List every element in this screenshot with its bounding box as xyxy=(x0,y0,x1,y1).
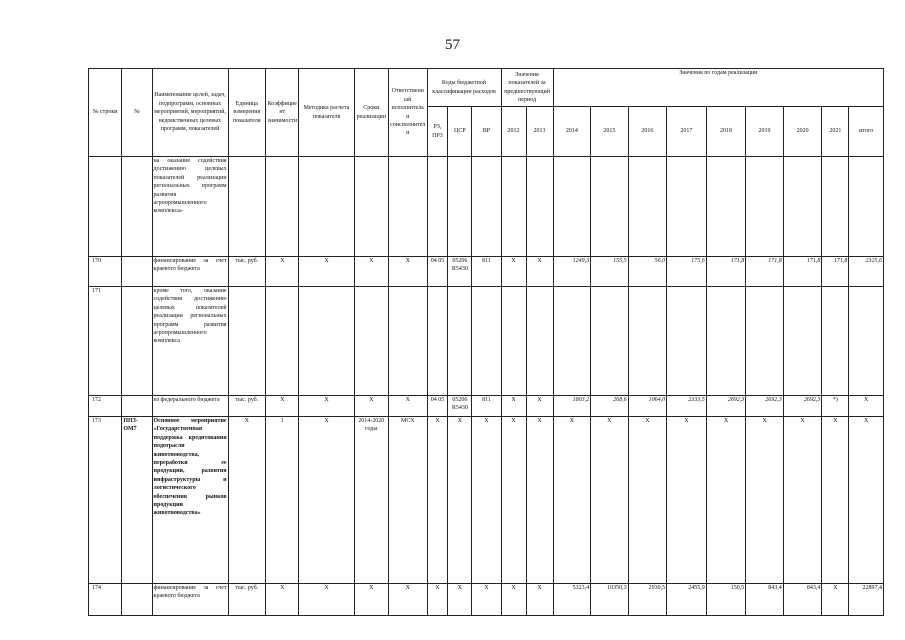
cell-empty xyxy=(553,287,591,396)
cell-empty xyxy=(706,157,746,257)
cell-rz: X xyxy=(427,417,448,584)
cell-rz: X xyxy=(427,584,448,616)
header-coef: Коэффициент значимости xyxy=(266,69,299,157)
cell-no xyxy=(122,157,152,257)
cell-2013: X xyxy=(526,417,553,584)
cell-empty xyxy=(388,157,427,257)
header-2020: 2020 xyxy=(783,107,822,157)
cell-2019: 2692,3 xyxy=(746,396,784,417)
cell-method: X xyxy=(299,584,354,616)
cell-total: X xyxy=(849,396,884,417)
cell-empty xyxy=(783,287,822,396)
header-2018: 2018 xyxy=(706,107,746,157)
header-prev-period: Значения показателей за предшествующий период xyxy=(501,69,553,107)
cell-2020: 2692,3 xyxy=(783,396,822,417)
cell-2018: 150,5 xyxy=(706,584,746,616)
cell-csr: X xyxy=(448,417,472,584)
cell-empty xyxy=(299,287,354,396)
cell-2017: 2455,9 xyxy=(667,584,707,616)
cell-empty xyxy=(746,287,784,396)
cell-name: Основное мероприятие «Государственная поддержка кредитования подотрасли животноводства, переработки ее продукции, развития инфраструктуры и логистического обеспечения рынков продукции животноводства» xyxy=(152,417,228,584)
cell-method: X xyxy=(299,417,354,584)
cell-csr: 05206 R5430 xyxy=(448,257,472,287)
cell-2018: X xyxy=(706,417,746,584)
cell-2020: X xyxy=(783,417,822,584)
cell-2021: X xyxy=(822,417,849,584)
cell-unit: тыс. руб. xyxy=(228,396,266,417)
cell-2016: 2930,5 xyxy=(628,584,667,616)
cell-2012: X xyxy=(501,584,526,616)
header-name: Наименование целей, задач, подпрограмм, основных мероприятий, мероприятий, ведомственных целевых программ, показателей xyxy=(152,69,228,157)
header-2021: 2021 xyxy=(822,107,849,157)
cell-empty xyxy=(553,157,591,257)
cell-empty xyxy=(706,287,746,396)
cell-unit: X xyxy=(228,417,266,584)
cell-empty xyxy=(427,157,448,257)
header-2017: 2017 xyxy=(667,107,707,157)
header-rz: РЗ, ПР3 xyxy=(427,107,448,157)
cell-2015: 155,5 xyxy=(591,257,629,287)
cell-term: X xyxy=(354,584,388,616)
cell-empty xyxy=(501,157,526,257)
table-row xyxy=(89,257,884,287)
cell-rz: 04 05 xyxy=(427,396,448,417)
cell-row-no: 170 xyxy=(89,257,122,287)
cell-empty xyxy=(667,157,707,257)
cell-no: ППЗ-ОМ7 xyxy=(122,417,152,584)
table-row xyxy=(89,417,884,584)
cell-2020: 843,4 xyxy=(783,584,822,616)
cell-unit: тыс. руб. xyxy=(228,584,266,616)
cell-empty xyxy=(228,157,266,257)
cell-row-no: 171 xyxy=(89,287,122,396)
cell-2019: 171,8 xyxy=(746,257,784,287)
cell-coef: X xyxy=(266,257,299,287)
cell-empty xyxy=(427,287,448,396)
cell-row-no xyxy=(89,157,122,257)
cell-vr: 811 xyxy=(472,257,501,287)
cell-2014: X xyxy=(553,417,591,584)
cell-empty xyxy=(354,287,388,396)
header-2012: 2012 xyxy=(501,107,526,157)
header-csr: ЦСР xyxy=(448,107,472,157)
cell-empty xyxy=(822,287,849,396)
table-row xyxy=(89,584,884,616)
cell-2012: X xyxy=(501,417,526,584)
cell-name: финансирование за счет краевого бюджета xyxy=(152,584,228,616)
header-2014: 2014 xyxy=(553,107,591,157)
cell-term: X xyxy=(354,257,388,287)
cell-2015: X xyxy=(591,417,629,584)
cell-empty xyxy=(448,287,472,396)
header-2015: 2015 xyxy=(591,107,629,157)
header-unit: Единица измерения показателя xyxy=(228,69,266,157)
table-row xyxy=(89,396,884,417)
cell-resp: МСХ xyxy=(388,417,427,584)
cell-2015: 268,6 xyxy=(591,396,629,417)
cell-empty xyxy=(526,157,553,257)
cell-csr: 05206 R5430 xyxy=(448,396,472,417)
cell-empty xyxy=(849,157,884,257)
header-total: итого xyxy=(849,107,884,157)
cell-empty xyxy=(526,287,553,396)
cell-total: X xyxy=(849,417,884,584)
header-row-no: № строки xyxy=(89,69,122,157)
cell-vr: X xyxy=(472,417,501,584)
cell-no xyxy=(122,584,152,616)
cell-name: кроме того, оказание содействия достижению целевых показателей реализации региональных программ развития агропромышленного комплекса xyxy=(152,287,228,396)
indicators-table xyxy=(88,68,884,616)
cell-2018: 2692,3 xyxy=(706,396,746,417)
header-method: Методика расчета показателя xyxy=(299,69,354,157)
cell-row-no: 172 xyxy=(89,396,122,417)
cell-2016: 1064,0 xyxy=(628,396,667,417)
cell-vr: X xyxy=(472,584,501,616)
cell-empty xyxy=(299,157,354,257)
cell-empty xyxy=(628,157,667,257)
cell-csr: X xyxy=(448,584,472,616)
cell-empty xyxy=(783,157,822,257)
header-no: № xyxy=(122,69,152,157)
cell-2014: 5323,4 xyxy=(553,584,591,616)
cell-2016: 56,0 xyxy=(628,257,667,287)
cell-empty xyxy=(628,287,667,396)
cell-resp: X xyxy=(388,257,427,287)
header-resp: Ответственный исполнитель и соисполнители xyxy=(388,69,427,157)
cell-empty xyxy=(591,157,629,257)
header-years-group: Значения по годам реализации xyxy=(553,69,883,107)
header-2013: 2013 xyxy=(526,107,553,157)
cell-resp: X xyxy=(388,396,427,417)
cell-method: X xyxy=(299,257,354,287)
cell-coef: X xyxy=(266,584,299,616)
cell-empty xyxy=(448,157,472,257)
cell-2013: X xyxy=(526,584,553,616)
cell-coef: X xyxy=(266,396,299,417)
cell-empty xyxy=(591,287,629,396)
cell-empty xyxy=(472,287,501,396)
cell-2012: X xyxy=(501,396,526,417)
cell-empty xyxy=(354,157,388,257)
cell-empty xyxy=(501,287,526,396)
cell-empty xyxy=(746,157,784,257)
header-row-top xyxy=(89,69,884,107)
cell-2018: 171,8 xyxy=(706,257,746,287)
cell-2017: 175,6 xyxy=(667,257,707,287)
cell-2021: *) xyxy=(822,396,849,417)
cell-coef: 1 xyxy=(266,417,299,584)
cell-empty xyxy=(849,287,884,396)
cell-row-no: 174 xyxy=(89,584,122,616)
cell-term: 2014-2020 годы xyxy=(354,417,388,584)
cell-empty xyxy=(266,157,299,257)
cell-2017: 2333,5 xyxy=(667,396,707,417)
page-number: 57 xyxy=(445,37,460,53)
cell-no xyxy=(122,396,152,417)
cell-name: из федерального бюджета xyxy=(152,396,228,417)
cell-name: на оказание содействия достижению целевых показателей реализации региональных программ развития агропромышленного комплекса» xyxy=(152,157,228,257)
cell-empty xyxy=(228,287,266,396)
header-budget-codes: Коды бюджетной классификации расходов xyxy=(427,69,501,107)
cell-name: финансирование за счет краевого бюджета xyxy=(152,257,228,287)
cell-empty xyxy=(266,287,299,396)
cell-2020: 171,8 xyxy=(783,257,822,287)
table-row xyxy=(89,287,884,396)
cell-resp: X xyxy=(388,584,427,616)
cell-2019: 843,4 xyxy=(746,584,784,616)
header-2019: 2019 xyxy=(746,107,784,157)
cell-2016: X xyxy=(628,417,667,584)
header-term: Сроки реализации xyxy=(354,69,388,157)
cell-empty xyxy=(822,157,849,257)
cell-empty xyxy=(388,287,427,396)
cell-2012: X xyxy=(501,257,526,287)
cell-total: 22897,4 xyxy=(849,584,884,616)
cell-row-no: 173 xyxy=(89,417,122,584)
cell-vr: 811 xyxy=(472,396,501,417)
cell-2017: X xyxy=(667,417,707,584)
header-2016: 2016 xyxy=(628,107,667,157)
cell-2014: 1803,2 xyxy=(553,396,591,417)
cell-2013: X xyxy=(526,396,553,417)
cell-2013: X xyxy=(526,257,553,287)
cell-total: 2325,6 xyxy=(849,257,884,287)
cell-term: X xyxy=(354,396,388,417)
cell-no xyxy=(122,257,152,287)
cell-2021: X xyxy=(822,584,849,616)
cell-2019: X xyxy=(746,417,784,584)
cell-2014: 1249,3 xyxy=(553,257,591,287)
cell-2015: 10350,3 xyxy=(591,584,629,616)
cell-no xyxy=(122,287,152,396)
cell-empty xyxy=(472,157,501,257)
cell-empty xyxy=(667,287,707,396)
cell-method: X xyxy=(299,396,354,417)
cell-unit: тыс. руб. xyxy=(228,257,266,287)
cell-2021: 171,8 xyxy=(822,257,849,287)
cell-rz: 04 05 xyxy=(427,257,448,287)
table-row xyxy=(89,157,884,257)
header-vr: ВР xyxy=(472,107,501,157)
